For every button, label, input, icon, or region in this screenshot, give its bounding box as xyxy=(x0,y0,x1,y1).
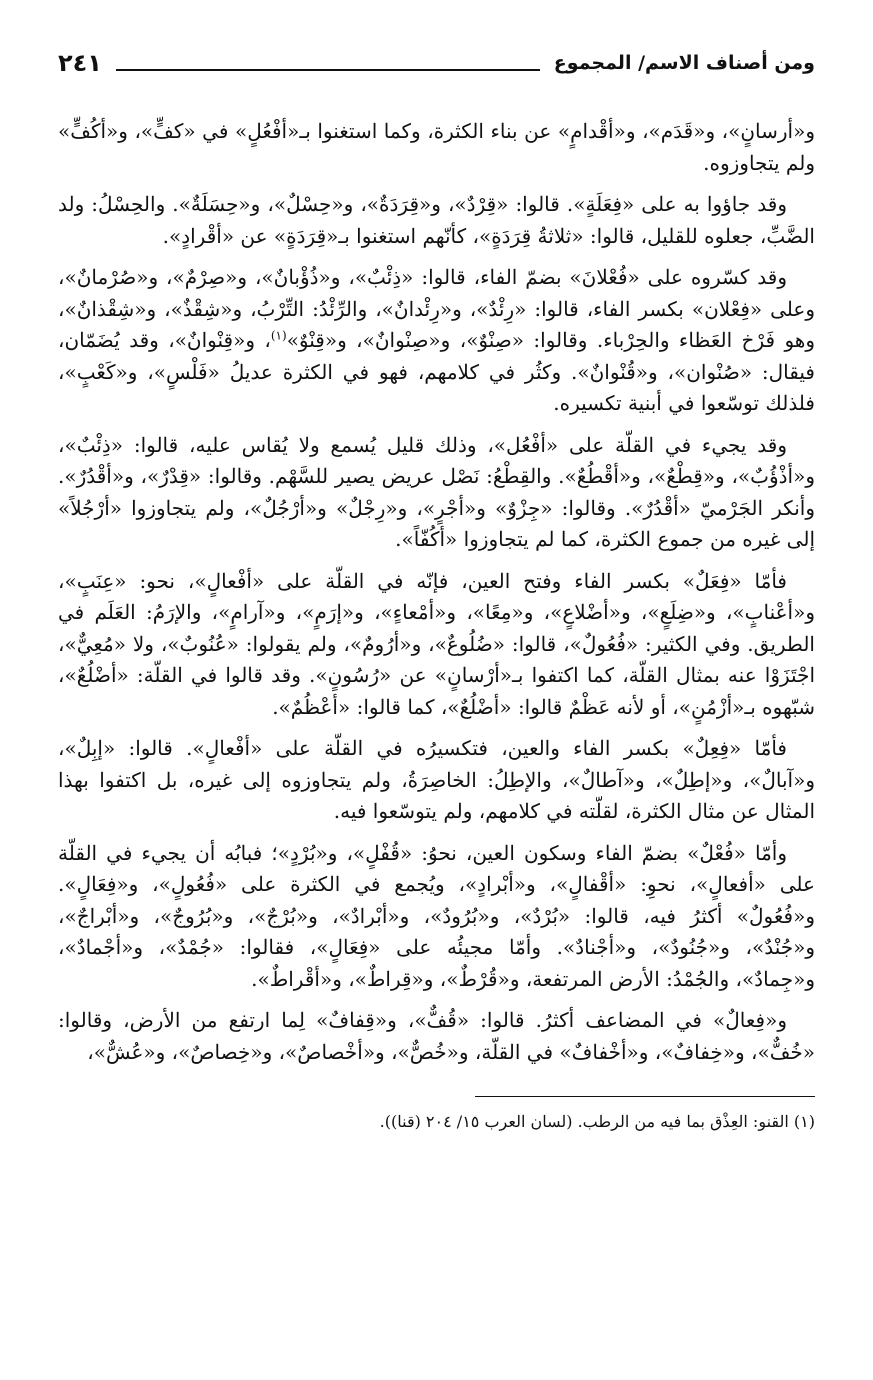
running-header xyxy=(58,40,815,86)
running-title: ومن أصناف الاسم/ المجموع xyxy=(553,52,815,74)
paragraph: و«فِعالٌ» في المضاعف أكثرُ. قالوا: «قُفٌّ»، و«قِفافٌ» لِما ارتفع من الأرض، وقالوا: «خُفٌّ»، و«خِفافٌ»، و«أخْفافٌ» في القلّة، و«خُصٌّ»، و«أخْصاصٌ»، و«خِصاصٌ»، و«عُشٌّ»، xyxy=(58,1008,815,1064)
paragraph: وقد جاؤوا به على «فِعَلَةٍ». قالوا: «قِرْدٌ»، و«قِرَدَةٌ»، و«حِسْلٌ»، و«حِسَلَةٌ». والحِسْلُ: ولد الضَّبِّ، جعلوه للقليل، قالوا: «ثلاثةُ قِرَدَةٍ»، كأنّهم استغنوا بـ«قِرَدَةٍ» عن «أقْرادٍ». xyxy=(58,192,815,248)
footnote: (١) القنو: العِذْق بما فيه من الرطب. (لسان العرب ١٥/ ٢٠٤ (قنا)). xyxy=(379,1112,815,1131)
paragraph: فأمّا «فِعِلٌ» بكسر الفاء والعين، فتكسيرُه في القلّة على «أفْعالٍ». قالوا: «إبِلٌ»، و«آبالٌ»، و«إطِلٌ»، و«آطالٌ»، والإطِلُ: الخاصِرَةُ، ولم يتجاوزوه إلى غيره، بل اكتفوا بهذا المثال عن مثال الكثرة، لقلّته في كلامهم، ولم يتوسّعوا فيه. xyxy=(58,736,815,823)
footnote-separator xyxy=(475,1096,815,1097)
paragraph: وقد يجيء في القلّة على «أفْعُل»، وذلك قليل يُسمع ولا يُقاس عليه، قالوا: «ذِئْبٌ»، و«أذْؤُبٌ»، و«قِطْعٌ»، و«أقْطُعٌ». والقِطْعُ: نَصْل عريض يصير للسَّهْم. وقالوا: «قِدْرٌ»، و«أقْدُرٌ». وأنكر الجَرْميّ «أقْدُرٌ». وقالوا: «جِزْوٌ» و«أجْرٍ»، و«رِجْلٌ» و«أرْجُلٌ»، ولم يتجاوزوا «أرْجُلاً» إلى غيره من جموع الكثرة، كما لم يتجاوزوا «أكُفّاً». xyxy=(58,432,815,551)
page-number: ٢٤١ xyxy=(58,49,102,77)
paragraph: و«أرسانٍ»، و«قَدَم»، و«أقْدامٍ» عن بناء الكثرة، وكما استغنوا بـ«أفْعُلٍ» في «كفٍّ»، و«أكُفٍّ» ولم يتجاوزوه. xyxy=(58,119,815,175)
paragraph-text: وقد كسّروه على «فُعْلانَ» بضمّ الفاء، قالوا: «ذِئْبٌ»، و«ذُؤْبانٌ»، و«صِرْمٌ»، و«صُرْمانٌ»، وعلى «فِعْلان» بكسر الفاء، قالوا: «رِئْدٌ»، و«رِئْدانٌ»، والرِّئْدُ: التِّرْبُ، و«شِقْذٌ»، و«شِقْذانٌ»، وهو فَرْخ العَظاء والحِرْباء. وقالوا: «صِنْوٌ»، و«صِنْوانٌ»، و«قِنْوٌ» xyxy=(58,265,816,352)
paragraph: فأمّا «فِعَلٌ» بكسر الفاء وفتح العين، فإنّه في القلّة على «أفْعالٍ»، نحو: «عِنَبٍ»، و«أعْنابٍ»، و«ضِلَعٍ»، و«أضْلاعٍ»، و«مِعًا»، و«أمْعاءٍ»، و«إرَمٍ»، و«آرامٍ»، والإرَمُ: العَلَم في الطريق. وفي الكثير: «فُعُولٌ»، قالوا: «ضُلُوعٌ»، و«أرُومٌ»، ولم يقولوا: «عُنُوبٌ»، ولا «مُعِيٌّ»، اجْتَزَوْا عنه بمثال القلّة، كما اكتفوا بـ«أرْسانٍ» عن «رُسُونٍ». وقد قالوا في القلّة: «أضْلُعٌ»، شبّهوه بـ«أزْمُنٍ»، أو لأنه عَظْمٌ قالوا: «أضْلُعٌ»، كما قالوا: «أعْظُمٌ». xyxy=(58,568,815,719)
body-text xyxy=(58,116,815,1068)
paragraph xyxy=(58,262,815,420)
footnote-reference[interactable]: (١) xyxy=(270,328,287,343)
book-page xyxy=(58,40,815,1340)
header-rule xyxy=(116,69,540,71)
paragraph: وأمّا «فُعْلٌ» بضمّ الفاء وسكون العين، نحوُ: «قُفْلٍ»، و«بُرْدٍ»؛ فبابُه أن يجيء في القلّة على «أفعالٍ»، نحوِ: «أقْفالٍ»، و«أبْرادٍ»، ويُجمع في الكثرة على «فُعُولٍ»، و«فِعَالٍ». و«فُعُولٌ» أكثرُ فيه، قالوا: «بُرْدٌ»، و«بُرُودٌ»، و«أبْرادٌ»، و«بُرْجٌ»، و«بُرُوجٌ»، و«أبْراجٌ»، و«جُنْدٌ»، و«جُنُودٌ»، و«أجْنادٌ». وأمّا مجيئُه على «فِعَالٍ»، فقالوا: «جُمْدٌ»، و«أجْمادٌ»، و«جِمادٌ»، والجُمْدُ: الأرض المرتفعة، و«قُرْطٌ»، و«قِراطٌ»، و«أقْراطٌ». xyxy=(58,840,815,991)
paragraph-text: ، و«قِنْوانٌ»، وقد يُضَمّان، فيقال: «صُنْوان»، و«قُنْوانٌ». وكثُر في كلامهم، فهو في الكثرة عديلُ «فَلْسٍ»، و«كَعْبٍ»، فلذلك توسّعوا في أبنية تكسيره. xyxy=(58,328,815,415)
